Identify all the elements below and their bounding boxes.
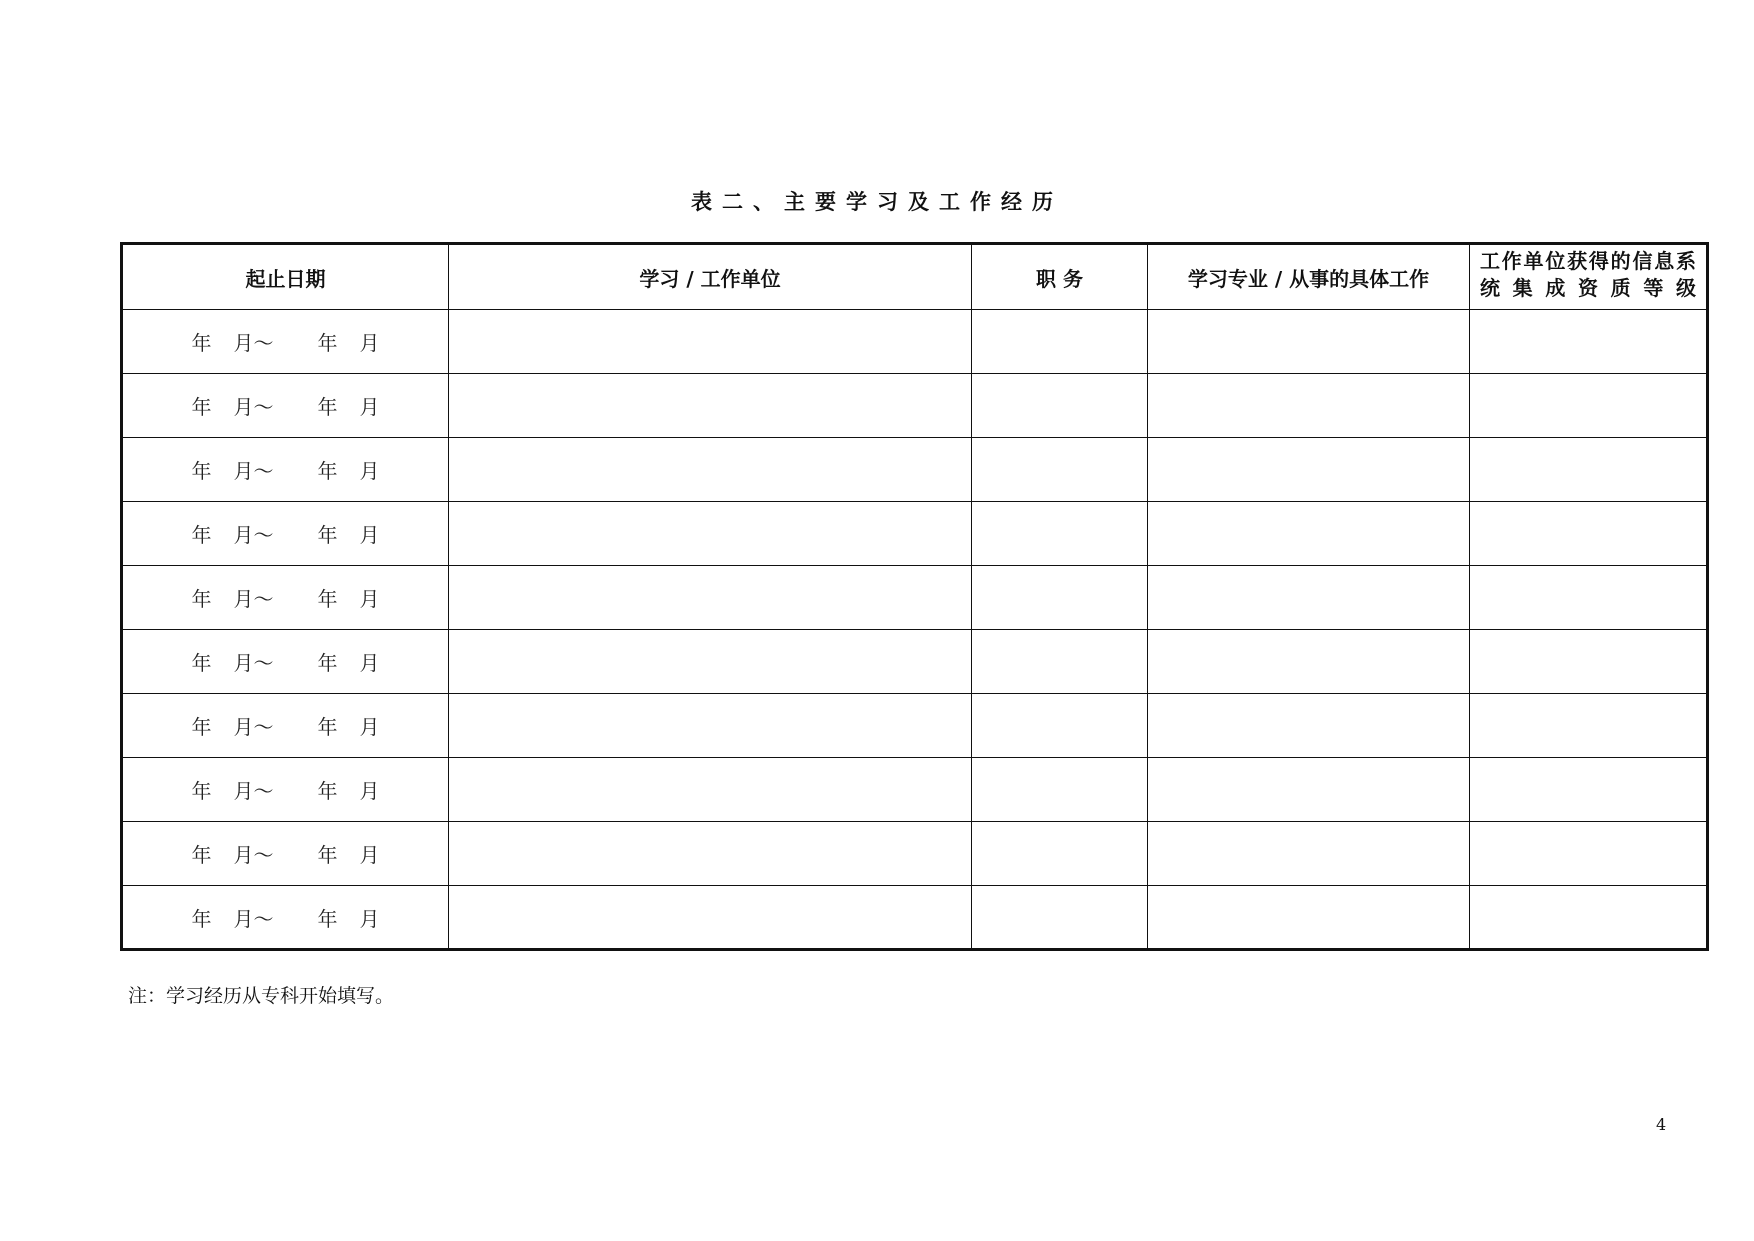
unit-cell[interactable] xyxy=(449,502,972,566)
date-cell: 年 月～ 年 月 xyxy=(122,502,449,566)
table-body xyxy=(122,310,1708,950)
qualification-cell[interactable] xyxy=(1470,566,1708,630)
table-row xyxy=(122,886,1708,950)
unit-cell[interactable] xyxy=(449,630,972,694)
unit-cell[interactable] xyxy=(449,822,972,886)
date-cell: 年 月～ 年 月 xyxy=(122,566,449,630)
unit-cell[interactable] xyxy=(449,694,972,758)
unit-cell[interactable] xyxy=(449,438,972,502)
major-cell[interactable] xyxy=(1148,694,1470,758)
date-cell: 年 月～ 年 月 xyxy=(122,438,449,502)
header-unit: 学习 / 工作单位 xyxy=(449,244,972,310)
major-cell[interactable] xyxy=(1148,438,1470,502)
table-header-row xyxy=(122,244,1708,310)
date-cell: 年 月～ 年 月 xyxy=(122,694,449,758)
position-cell[interactable] xyxy=(972,310,1148,374)
major-cell[interactable] xyxy=(1148,886,1470,950)
header-date: 起止日期 xyxy=(122,244,449,310)
major-cell[interactable] xyxy=(1148,502,1470,566)
major-cell[interactable] xyxy=(1148,566,1470,630)
table-row xyxy=(122,310,1708,374)
qualification-cell[interactable] xyxy=(1470,630,1708,694)
position-cell[interactable] xyxy=(972,502,1148,566)
date-cell: 年 月～ 年 月 xyxy=(122,758,449,822)
date-cell: 年 月～ 年 月 xyxy=(122,630,449,694)
table-row xyxy=(122,438,1708,502)
table-row xyxy=(122,566,1708,630)
position-cell[interactable] xyxy=(972,566,1148,630)
header-qualification xyxy=(1470,244,1708,310)
major-cell[interactable] xyxy=(1148,630,1470,694)
position-cell[interactable] xyxy=(972,822,1148,886)
footnote: 注：学习经历从专科开始填写。 xyxy=(128,985,395,1007)
page-number: 4 xyxy=(1656,1115,1667,1134)
qualification-cell[interactable] xyxy=(1470,310,1708,374)
date-cell: 年 月～ 年 月 xyxy=(122,310,449,374)
table-row xyxy=(122,758,1708,822)
header-position: 职 务 xyxy=(972,244,1148,310)
header-qualification-text: 工作单位获得的信息系统集成资质等级 xyxy=(1480,249,1696,300)
unit-cell[interactable] xyxy=(449,566,972,630)
major-cell[interactable] xyxy=(1148,310,1470,374)
date-cell: 年 月～ 年 月 xyxy=(122,886,449,950)
unit-cell[interactable] xyxy=(449,310,972,374)
position-cell[interactable] xyxy=(972,886,1148,950)
qualification-cell[interactable] xyxy=(1470,438,1708,502)
table-row xyxy=(122,502,1708,566)
major-cell[interactable] xyxy=(1148,758,1470,822)
header-major: 学习专业 / 从事的具体工作 xyxy=(1148,244,1470,310)
qualification-cell[interactable] xyxy=(1470,502,1708,566)
qualification-cell[interactable] xyxy=(1470,822,1708,886)
qualification-cell[interactable] xyxy=(1470,374,1708,438)
date-cell: 年 月～ 年 月 xyxy=(122,822,449,886)
position-cell[interactable] xyxy=(972,374,1148,438)
major-cell[interactable] xyxy=(1148,822,1470,886)
qualification-cell[interactable] xyxy=(1470,886,1708,950)
qualification-cell[interactable] xyxy=(1470,758,1708,822)
table-row xyxy=(122,630,1708,694)
position-cell[interactable] xyxy=(972,630,1148,694)
table-row xyxy=(122,822,1708,886)
unit-cell[interactable] xyxy=(449,758,972,822)
experience-table xyxy=(120,242,1709,951)
position-cell[interactable] xyxy=(972,438,1148,502)
qualification-cell[interactable] xyxy=(1470,694,1708,758)
major-cell[interactable] xyxy=(1148,374,1470,438)
table-row xyxy=(122,694,1708,758)
table-row xyxy=(122,374,1708,438)
date-cell: 年 月～ 年 月 xyxy=(122,374,449,438)
position-cell[interactable] xyxy=(972,694,1148,758)
position-cell[interactable] xyxy=(972,758,1148,822)
unit-cell[interactable] xyxy=(449,374,972,438)
table-title: 表二、主要学习及工作经历 xyxy=(691,190,1063,214)
unit-cell[interactable] xyxy=(449,886,972,950)
